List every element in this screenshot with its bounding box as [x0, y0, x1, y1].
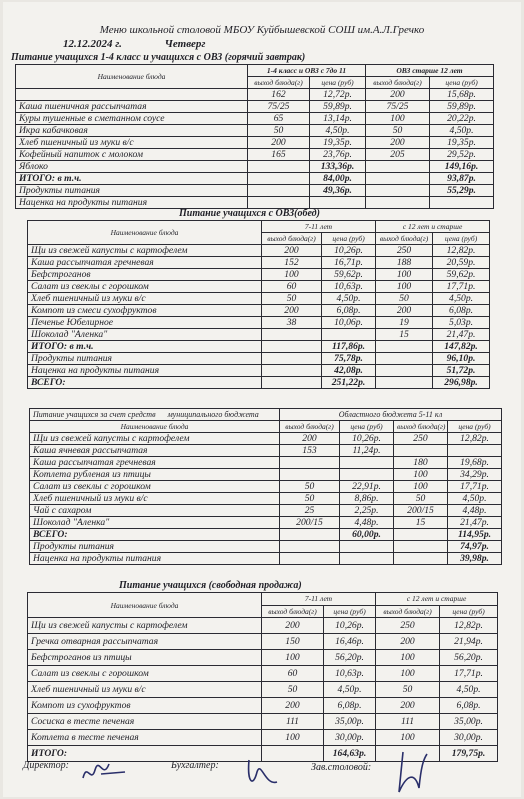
dish-name-cell: Шоколад "Аленка" [30, 517, 280, 529]
portion-cell: 100 [376, 730, 440, 746]
price-cell [310, 197, 366, 209]
portion-cell [280, 469, 340, 481]
dish-name-cell: ИТОГО: в т.ч. [16, 173, 248, 185]
dish-name-cell: Наценка на продукты питания [16, 197, 248, 209]
price-cell: 21,47р. [448, 517, 502, 529]
table-row [28, 341, 490, 353]
portion-cell [262, 329, 322, 341]
portion-cell: 200 [366, 137, 430, 149]
dish-name-cell: Чай с сахаром [30, 505, 280, 517]
table-row [16, 89, 494, 101]
col-price-header: цена (руб) [310, 77, 366, 89]
table-row [28, 317, 490, 329]
portion-cell [262, 341, 322, 353]
table-row [16, 137, 494, 149]
portion-cell [394, 541, 448, 553]
dish-name-cell: Щи из свежей капусты с картофелем [30, 433, 280, 445]
table-row [28, 377, 490, 389]
portion-cell [262, 353, 322, 365]
portion-cell: 100 [376, 650, 440, 666]
portion-cell: 200/15 [280, 517, 340, 529]
dish-name-cell: Печенье Юбелирное [28, 317, 262, 329]
price-cell: 84,00р. [310, 173, 366, 185]
portion-cell [280, 541, 340, 553]
dish-name-cell: Котлета рубленая из птицы [30, 469, 280, 481]
lunch-table [27, 220, 490, 389]
table-row [28, 245, 490, 257]
price-cell: 179,75р. [440, 746, 498, 762]
price-cell: 10,63р. [324, 666, 376, 682]
table-row [28, 698, 498, 714]
table-row [28, 353, 490, 365]
budget-title [30, 409, 280, 421]
portion-cell: 100 [394, 469, 448, 481]
col-out-header: выход блюда(г) [262, 233, 322, 245]
table-row [16, 101, 494, 113]
table-row [28, 714, 498, 730]
dish-name-cell: Продукты питания [16, 185, 248, 197]
col-out-header: выход блюда(г) [280, 421, 340, 433]
col-name-header: Наименование блюда [28, 221, 262, 245]
price-cell: 49,36р. [310, 185, 366, 197]
price-cell: 30,00р. [324, 730, 376, 746]
portion-cell: 100 [376, 666, 440, 682]
price-cell: 10,06р. [322, 317, 376, 329]
price-cell: 12,72р. [310, 89, 366, 101]
portion-cell [366, 161, 430, 173]
dish-name-cell [16, 89, 248, 101]
portion-cell: 60 [262, 281, 322, 293]
portion-cell: 50 [248, 125, 310, 137]
menu-date: 12.12.2024 г. [63, 38, 122, 50]
price-cell: 30,00р. [440, 730, 498, 746]
portion-cell: 100 [376, 269, 433, 281]
price-cell: 2,25р. [340, 505, 394, 517]
portion-cell: 100 [366, 113, 430, 125]
portion-cell: 75/25 [248, 101, 310, 113]
price-cell: 8,86р. [340, 493, 394, 505]
lunch-title: Питание учащихся с ОВЗ(обед) [179, 208, 320, 219]
portion-cell: 111 [262, 714, 324, 730]
budget-table [29, 408, 502, 565]
price-cell: 16,46р. [324, 634, 376, 650]
portion-cell [394, 553, 448, 565]
price-cell: 6,08р. [440, 698, 498, 714]
dish-name-cell: Кофейный напиток с молоком [16, 149, 248, 161]
portion-cell [248, 197, 310, 209]
price-cell: 10,26р. [324, 618, 376, 634]
price-cell: 4,48р. [448, 505, 502, 517]
portion-cell: 205 [366, 149, 430, 161]
dish-name-cell: ВСЕГО: [28, 377, 262, 389]
price-cell: 4,50р. [322, 293, 376, 305]
portion-cell: 165 [248, 149, 310, 161]
portion-cell: 100 [262, 269, 322, 281]
col-out-header: выход блюда(г) [394, 421, 448, 433]
price-cell: 96,10р. [433, 353, 490, 365]
dish-name-cell: Хлеб пшеничный из муки в/с [28, 293, 262, 305]
portion-cell: 60 [262, 666, 324, 682]
price-cell: 93,87р. [430, 173, 494, 185]
price-cell [340, 541, 394, 553]
price-cell: 4,48р. [340, 517, 394, 529]
price-cell: 74,97р. [448, 541, 502, 553]
price-cell: 133,36р. [310, 161, 366, 173]
portion-cell: 250 [376, 618, 440, 634]
portion-cell: 65 [248, 113, 310, 125]
price-cell: 21,47р. [433, 329, 490, 341]
portion-cell: 150 [262, 634, 324, 650]
budget-title-a: Питание учащихся за счет средств [33, 410, 156, 419]
price-cell: 42,08р. [322, 365, 376, 377]
portion-cell: 75/25 [366, 101, 430, 113]
table-row [30, 493, 502, 505]
portion-cell [376, 365, 433, 377]
price-cell: 4,50р. [430, 125, 494, 137]
dish-name-cell: Хлеб пшеничный из муки в/с [30, 493, 280, 505]
col-out-header: выход блюда(г) [376, 605, 440, 618]
budget-title-c: Областного бюджета 5-11 кл [280, 409, 502, 421]
portion-cell [248, 173, 310, 185]
director-label: Директор: [23, 760, 69, 771]
portion-cell [376, 377, 433, 389]
table-row [30, 481, 502, 493]
dish-name-cell: Салат из свеклы с горошком [30, 481, 280, 493]
price-cell: 6,08р. [322, 305, 376, 317]
portion-cell: 200 [376, 634, 440, 650]
portion-cell: 200 [280, 433, 340, 445]
dish-name-cell: Сосиска в тесте печеная [28, 714, 262, 730]
portion-cell: 25 [280, 505, 340, 517]
dish-name-cell: Куры тушенные в сметанном соусе [16, 113, 248, 125]
table-row [28, 634, 498, 650]
group-b-header: ОВЗ старше 12 лет [366, 65, 494, 77]
menu-weekday: Четверг [164, 38, 206, 50]
price-cell: 19,35р. [310, 137, 366, 149]
col-name-header: Наименование блюда [30, 421, 280, 433]
price-cell: 55,29р. [430, 185, 494, 197]
col-price-header: цена (руб) [448, 421, 502, 433]
portion-cell [280, 529, 340, 541]
dish-name-cell: Хлеб пшеничный из муки в/с [16, 137, 248, 149]
table-row [16, 125, 494, 137]
portion-cell [248, 161, 310, 173]
portion-cell: 200 [262, 305, 322, 317]
price-cell: 12,82р. [440, 618, 498, 634]
table-row [16, 161, 494, 173]
price-cell: 4,50р. [324, 682, 376, 698]
col-out-header: выход блюда(г) [366, 77, 430, 89]
table-row [30, 529, 502, 541]
sale-title: Питание учащихся (свободная продажа) [119, 580, 302, 591]
dish-name-cell: ИТОГО: [28, 746, 262, 762]
price-cell: 35,00р. [440, 714, 498, 730]
date-line [63, 38, 205, 50]
portion-cell: 15 [376, 329, 433, 341]
portion-cell: 200 [262, 618, 324, 634]
price-cell: 59,89р. [310, 101, 366, 113]
dish-name-cell: ВСЕГО: [30, 529, 280, 541]
col-price-header: цена (руб) [440, 605, 498, 618]
dish-name-cell: Щи из свежей капусты с картофелем [28, 618, 262, 634]
price-cell: 22,91р. [340, 481, 394, 493]
col-out-header: выход блюда(г) [248, 77, 310, 89]
table-row [30, 433, 502, 445]
price-cell: 19,68р. [448, 457, 502, 469]
portion-cell: 200 [248, 137, 310, 149]
dish-name-cell: Каша рассыпчатая гречневая [28, 257, 262, 269]
dish-name-cell: Каша рассыпчатая гречневая [30, 457, 280, 469]
portion-cell [262, 377, 322, 389]
portion-cell: 180 [394, 457, 448, 469]
portion-cell: 50 [376, 293, 433, 305]
price-cell [448, 445, 502, 457]
breakfast-title: Питание учащихся 1-4 класс и учащихся с ОВЗ (горячий завтрак) [11, 52, 306, 63]
price-cell: 6,08р. [324, 698, 376, 714]
table-row [16, 185, 494, 197]
portion-cell: 200 [376, 305, 433, 317]
table-row [28, 257, 490, 269]
dish-name-cell: Компот из сухофруктов [28, 698, 262, 714]
price-cell: 20,22р. [430, 113, 494, 125]
price-cell [430, 197, 494, 209]
portion-cell: 200/15 [394, 505, 448, 517]
menu-sheet [3, 2, 521, 797]
dish-name-cell: Бефстроганов [28, 269, 262, 281]
dish-name-cell: Наценка на продукты питания [30, 553, 280, 565]
price-cell [322, 329, 376, 341]
group-b-header: с 12 лет и старше [376, 221, 490, 233]
table-row [30, 505, 502, 517]
price-cell: 147,82р. [433, 341, 490, 353]
price-cell: 117,86р. [322, 341, 376, 353]
table-row [28, 365, 490, 377]
price-cell: 13,14р. [310, 113, 366, 125]
dish-name-cell: ИТОГО: в т.ч. [28, 341, 262, 353]
price-cell: 12,82р. [433, 245, 490, 257]
portion-cell: 111 [376, 714, 440, 730]
canteen-signature [393, 748, 433, 796]
price-cell: 164,63р. [324, 746, 376, 762]
portion-cell: 100 [376, 281, 433, 293]
dish-name-cell: Котлета в тесте печеная [28, 730, 262, 746]
price-cell: 56,20р. [324, 650, 376, 666]
price-cell [340, 457, 394, 469]
price-cell: 10,63р. [322, 281, 376, 293]
price-cell: 114,95р. [448, 529, 502, 541]
portion-cell: 50 [280, 481, 340, 493]
dish-name-cell: Яблоко [16, 161, 248, 173]
price-cell: 4,50р. [310, 125, 366, 137]
price-cell: 75,78р. [322, 353, 376, 365]
group-a-header: 7-11 лет [262, 593, 376, 606]
price-cell: 149,16р. [430, 161, 494, 173]
portion-cell [262, 365, 322, 377]
col-price-header: цена (руб) [322, 233, 376, 245]
portion-cell: 200 [376, 698, 440, 714]
director-signature [79, 758, 129, 786]
portion-cell: 250 [394, 433, 448, 445]
portion-cell [248, 185, 310, 197]
price-cell: 10,26р. [322, 245, 376, 257]
portion-cell: 100 [262, 650, 324, 666]
portion-cell [376, 353, 433, 365]
price-cell: 21,94р. [440, 634, 498, 650]
table-row [16, 197, 494, 209]
price-cell: 16,71р. [322, 257, 376, 269]
price-cell: 17,71р. [448, 481, 502, 493]
col-price-header: цена (руб) [433, 233, 490, 245]
price-cell: 19,35р. [430, 137, 494, 149]
table-row [30, 541, 502, 553]
school-heading: Меню школьной столовой МБОУ Куйбышевской СОШ им.А.Л.Гречко [99, 24, 425, 36]
dish-name-cell: Гречка отварная рассыпчатая [28, 634, 262, 650]
budget-title-b: муниципального бюджета [167, 410, 259, 419]
portion-cell [280, 457, 340, 469]
dish-name-cell: Каша ячневая рассыпчатая [30, 445, 280, 457]
col-price-header: цена (руб) [340, 421, 394, 433]
price-cell: 4,50р. [448, 493, 502, 505]
price-cell: 11,24р. [340, 445, 394, 457]
portion-cell: 200 [262, 245, 322, 257]
table-row [30, 445, 502, 457]
price-cell: 59,89р. [430, 101, 494, 113]
price-cell: 17,71р. [433, 281, 490, 293]
price-cell: 5,03р. [433, 317, 490, 329]
breakfast-table [15, 64, 494, 209]
price-cell: 35,00р. [324, 714, 376, 730]
group-a-header: 1-4 класс и ОВЗ с 7до 11 [248, 65, 366, 77]
table-row [30, 553, 502, 565]
table-row [30, 517, 502, 529]
table-row [28, 682, 498, 698]
portion-cell: 188 [376, 257, 433, 269]
col-name-header: Наименование блюда [16, 65, 248, 89]
table-row [28, 666, 498, 682]
portion-cell: 15 [394, 517, 448, 529]
portion-cell: 162 [248, 89, 310, 101]
dish-name-cell: Продукты питания [30, 541, 280, 553]
dish-name-cell: Хлеб пшеничный из муки в/с [28, 682, 262, 698]
table-row [28, 329, 490, 341]
portion-cell [280, 553, 340, 565]
portion-cell: 38 [262, 317, 322, 329]
dish-name-cell: Икра кабачковая [16, 125, 248, 137]
price-cell: 12,82р. [448, 433, 502, 445]
table-row [28, 730, 498, 746]
price-cell: 23,76р. [310, 149, 366, 161]
portion-cell: 50 [366, 125, 430, 137]
table-row [30, 457, 502, 469]
portion-cell [394, 445, 448, 457]
price-cell: 59,62р. [322, 269, 376, 281]
price-cell: 60,00р. [340, 529, 394, 541]
portion-cell: 19 [376, 317, 433, 329]
dish-name-cell: Каша пшеничная рассыпчатая [16, 101, 248, 113]
table-row [28, 281, 490, 293]
col-out-header: выход блюда(г) [376, 233, 433, 245]
table-row [16, 149, 494, 161]
dish-name-cell: Салат из свеклы с горошком [28, 666, 262, 682]
table-row [30, 469, 502, 481]
col-out-header: выход блюда(г) [262, 605, 324, 618]
portion-cell: 100 [262, 730, 324, 746]
table-row [28, 650, 498, 666]
table-row [28, 305, 490, 317]
portion-cell: 50 [376, 682, 440, 698]
col-price-header: цена (руб) [430, 77, 494, 89]
accountant-signature [243, 752, 283, 792]
table-row [28, 618, 498, 634]
canteen-label: Зав.столовой: [311, 762, 372, 773]
price-cell: 51,72р. [433, 365, 490, 377]
price-cell: 56,20р. [440, 650, 498, 666]
portion-cell [394, 529, 448, 541]
dish-name-cell: Щи из свежей капусты с картофелем [28, 245, 262, 257]
portion-cell [366, 197, 430, 209]
portion-cell: 50 [262, 293, 322, 305]
price-cell [340, 553, 394, 565]
portion-cell: 250 [376, 245, 433, 257]
dish-name-cell: Продукты питания [28, 353, 262, 365]
price-cell: 34,29р. [448, 469, 502, 481]
portion-cell [366, 185, 430, 197]
group-a-header: 7-11 лет [262, 221, 376, 233]
table-row [16, 113, 494, 125]
dish-name-cell: Салат из свеклы с горошком [28, 281, 262, 293]
price-cell: 4,50р. [440, 682, 498, 698]
group-b-header: с 12 лет и старше [376, 593, 498, 606]
portion-cell: 152 [262, 257, 322, 269]
dish-name-cell: Бефстроганов из птицы [28, 650, 262, 666]
dish-name-cell: Наценка на продукты питания [28, 365, 262, 377]
price-cell: 4,50р. [433, 293, 490, 305]
price-cell: 10,26р. [340, 433, 394, 445]
price-cell: 59,62р. [433, 269, 490, 281]
table-row [28, 269, 490, 281]
dish-name-cell: Компот из смеси сухофруктов [28, 305, 262, 317]
price-cell: 251,22р. [322, 377, 376, 389]
price-cell: 17,71р. [440, 666, 498, 682]
portion-cell: 153 [280, 445, 340, 457]
price-cell: 6,08р. [433, 305, 490, 317]
price-cell: 15,68р. [430, 89, 494, 101]
dish-name-cell: Шоколад "Аленка" [28, 329, 262, 341]
table-row [28, 293, 490, 305]
portion-cell: 50 [280, 493, 340, 505]
price-cell: 296,98р. [433, 377, 490, 389]
col-name-header: Наименование блюда [28, 593, 262, 618]
price-cell: 39,98р. [448, 553, 502, 565]
col-price-header: цена (руб) [324, 605, 376, 618]
portion-cell [376, 341, 433, 353]
price-cell: 29,52р. [430, 149, 494, 161]
accountant-label: Бухгалтер: [171, 760, 219, 771]
price-cell [340, 469, 394, 481]
price-cell: 20,59р. [433, 257, 490, 269]
portion-cell: 50 [262, 682, 324, 698]
sale-table [27, 592, 498, 762]
portion-cell: 200 [366, 89, 430, 101]
portion-cell: 50 [394, 493, 448, 505]
table-row [16, 173, 494, 185]
portion-cell: 100 [394, 481, 448, 493]
portion-cell: 200 [262, 698, 324, 714]
portion-cell [366, 173, 430, 185]
